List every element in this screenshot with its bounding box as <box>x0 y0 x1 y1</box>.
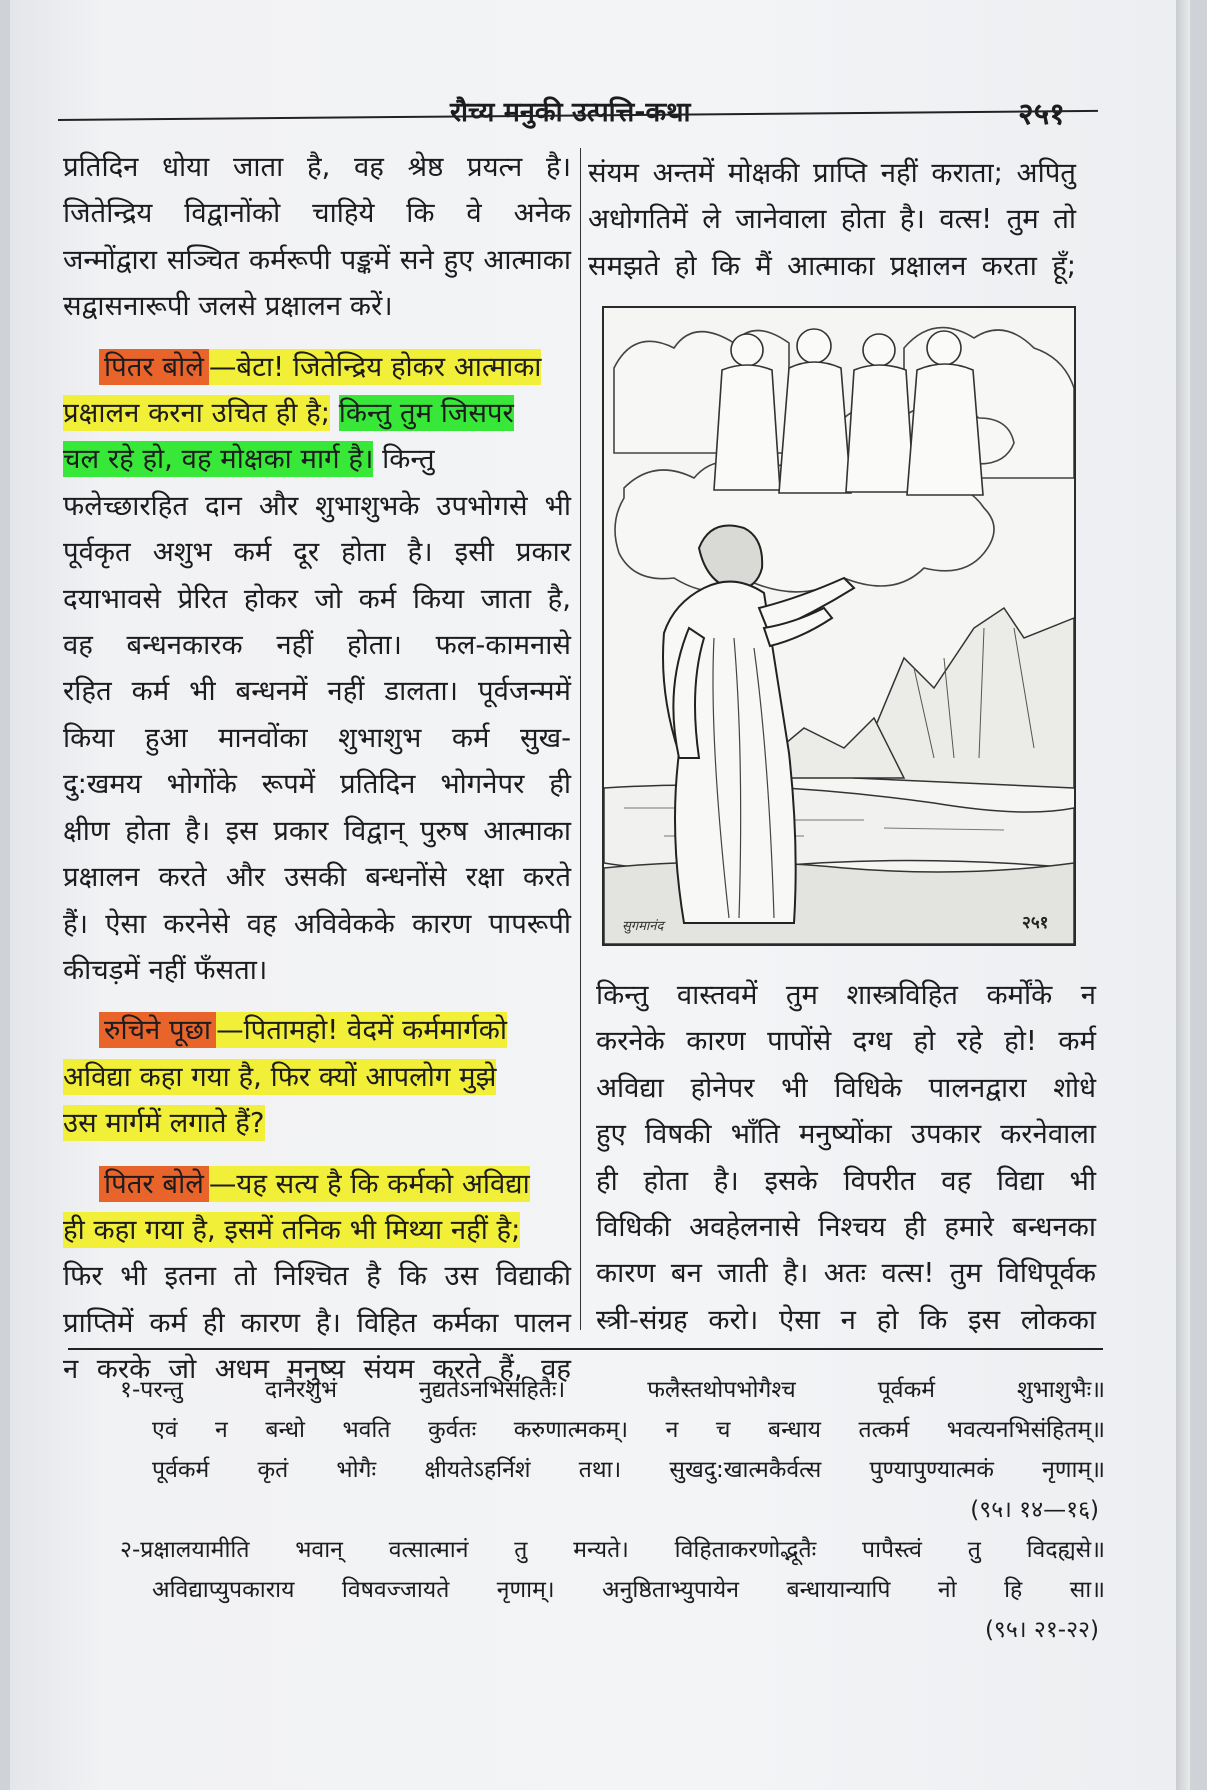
footnote-reference: (९५। २१-२२) <box>984 1617 1099 1643</box>
text-line: वह बन्धनकारक नहीं होता। फल-कामनासे <box>63 629 571 662</box>
illustration-corner-number: २५१ <box>1022 913 1049 933</box>
text-line: हुए विषकी भाँति मनुष्योंका उपकार करनेवाला <box>596 1118 1096 1151</box>
text-line: पूर्वकृत अशुभ कर्म दूर होता है। इसी प्रकार <box>63 536 571 569</box>
footnote-line: २-प्रक्षालयामीति भवान् वत्सात्मानं तु मन्यते। विहिताकरणोद्भूतैः पापैस्त्वं तु विदह्यसे॥ <box>120 1537 1105 1563</box>
footnote-line: पूर्वकर्म कृतं भोगैः क्षीयतेऽहर्निशं तथा। सुखदु:खात्मकैर्वत्स पुण्यापुण्यात्मकं नृणाम्॥ <box>152 1457 1105 1483</box>
highlighted-text: प्रक्षालन करना उचित ही है; <box>63 397 331 430</box>
column-divider <box>580 148 581 1330</box>
text-line: हैं। ऐसा करनेसे वह अविवेकके कारण पापरूपी <box>63 907 571 940</box>
text-line: कीचड़में नहीं फँसता। <box>63 953 268 986</box>
text-line: प्रक्षालन करते और उसकी बन्धनोंसे रक्षा करते <box>63 861 571 894</box>
text-line: समझते हो कि मैं आत्माका प्रक्षालन करता हूँ; <box>588 249 1076 282</box>
running-header-title: रौच्य मनुकी उत्पत्ति-कथा <box>450 97 691 128</box>
text-line: क्षीण होता है। इस प्रकार विद्वान् पुरुष आत्माका <box>63 814 571 847</box>
footnote-reference: (९५। १४—१६) <box>970 1497 1099 1523</box>
speaker-label: पितर बोले <box>99 349 209 385</box>
text-line: स्त्री-संग्रह करो। ऐसा न हो कि इस लोकका <box>596 1303 1096 1336</box>
speaker-line <box>63 1007 571 1053</box>
right-column-bottom <box>596 972 1096 1343</box>
footnote-rule <box>68 1348 1103 1350</box>
highlighted-text: —बेटा! जितेन्द्रिय होकर आत्माका <box>208 350 542 383</box>
text-line: कारण बन जाती है। अतः वत्स! तुम विधिपूर्वक <box>596 1257 1096 1290</box>
artist-signature: सुगमानंद <box>622 919 664 934</box>
highlighted-text: ही कहा गया है, इसमें तनिक भी मिथ्या नहीं है; <box>63 1213 521 1246</box>
text-line: जन्मोंद्वारा सञ्चित कर्मरूपी पङ्कमें सने हुए आत्माका <box>63 243 571 276</box>
text-line: न करके जो अधम मनुष्य संयम करते हैं, वह <box>63 1353 571 1386</box>
footnote-line: १-परन्तु दानैरशुभं नुद्यतेऽनभिसंहितैः। फलैस्तथोपभोगैश्च पूर्वकर्म शुभाशुभैः॥ <box>120 1377 1105 1403</box>
text-line: फलेच्छारहित दान और शुभाशुभके उपभोगसे भी <box>63 489 571 522</box>
highlighted-text: —यह सत्य है कि कर्मको अविद्या <box>208 1167 530 1200</box>
text-line: किन्तु वास्तवमें तुम शास्त्रविहित कर्मोंके न <box>596 979 1096 1011</box>
text-line: संयम अन्तमें मोक्षकी प्राप्ति नहीं कराता; अपितु <box>588 157 1076 189</box>
highlighted-text-green: चल रहे हो, वह मोक्षका मार्ग है। <box>63 443 374 476</box>
highlighted-text: उस मार्गमें लगाते हैं? <box>63 1107 265 1140</box>
footnote-line: अविद्याप्युपकाराय विषवज्जायते नृणाम्। अनुष्ठिताभ्युपायेन बन्धायान्यापि नो हि सा॥ <box>152 1577 1105 1603</box>
page-edge <box>1176 0 1190 1790</box>
text-line: प्रतिदिन धोया जाता है, वह श्रेष्ठ प्रयत्न है। <box>63 151 571 183</box>
text-line: प्राप्तिमें कर्म ही कारण है। विहित कर्मका पालन <box>63 1306 571 1339</box>
text-line: करनेके कारण पापोंसे दग्ध हो रहे हो! कर्म <box>596 1025 1096 1058</box>
text-line <box>63 1054 571 1100</box>
text-line: अधोगतिमें ले जानेवाला होता है। वत्स! तुम तो <box>588 203 1076 236</box>
speaker-line <box>63 1161 571 1207</box>
footnote-line: एवं न बन्धो भवति कुर्वतः करुणात्मकम्। न च बन्धाय तत्कर्म भवत्यनभिसंहितम्॥ <box>152 1417 1105 1443</box>
illustration <box>602 306 1076 946</box>
footnotes <box>120 1370 1105 1650</box>
text-line: अविद्या होनेपर भी विधिके पालनद्वारा शोधे <box>596 1071 1096 1104</box>
text-line: चल रहे हो, वह मोक्षका मार्ग है। किन्तु <box>63 443 435 476</box>
highlighted-text-green: किन्तु तुम जिसपर <box>338 397 514 430</box>
text-line: सद्वासनारूपी जलसे प्रक्षालन करें। <box>63 290 393 323</box>
text-line: दयाभावसे प्रेरित होकर जो कर्म किया जाता है, <box>63 582 571 615</box>
text-line <box>63 1100 571 1146</box>
text-line: फिर भी इतना तो निश्चित है कि उस विद्याकी <box>63 1260 571 1293</box>
left-column <box>63 144 571 1393</box>
text-line: दु:खमय भोगोंके रूपमें प्रतिदिन भोगनेपर ही <box>63 768 571 801</box>
speaker-label: रुचिने पूछा <box>99 1012 216 1048</box>
highlighted-text: —पितामहो! वेदमें कर्ममार्गको <box>216 1014 507 1047</box>
highlighted-text: अविद्या कहा गया है, फिर क्यों आपलोग मुझे <box>63 1060 497 1093</box>
text-line <box>63 390 571 436</box>
right-column-top <box>588 150 1076 289</box>
text-line: ही होता है। इसके विपरीत वह विद्या भी <box>596 1164 1096 1197</box>
text-line: किया हुआ मानवोंका शुभाशुभ कर्म सुख- <box>63 721 571 754</box>
text-line: विधिकी अवहेलनासे निश्चय ही हमारे बन्धनका <box>596 1211 1096 1244</box>
page-number: २५१ <box>1018 97 1065 132</box>
text-line <box>63 1207 571 1253</box>
text-line: रहित कर्म भी बन्धनमें नहीं डालता। पूर्वजन्ममें <box>63 675 571 708</box>
speaker-line <box>63 344 571 390</box>
speaker-label: पितर बोले <box>99 1166 209 1202</box>
illustration-drawing <box>604 308 1074 944</box>
text-line: जितेन्द्रिय विद्वानोंको चाहिये कि वे अनेक <box>63 197 571 230</box>
